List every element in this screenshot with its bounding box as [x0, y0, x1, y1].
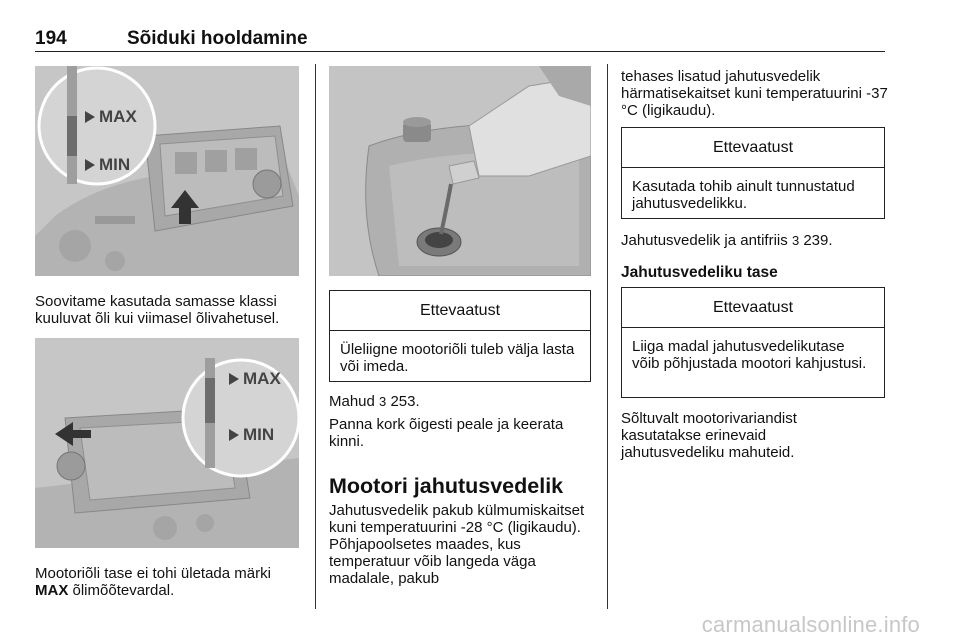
- coolant-ref-page-link[interactable]: 239.: [803, 232, 833, 249]
- dipstick-max-label: MAX: [99, 107, 137, 126]
- caution-text-2: Liiga madal jahutusvedelikutase võib põhjustada mootori kahjustusi.: [632, 338, 867, 372]
- page-title: Sõiduki hooldamine: [127, 28, 308, 49]
- dipstick-min-label-2: MIN: [243, 425, 275, 444]
- capacity-reference: [329, 393, 591, 410]
- coolant-body: Jahutusvedelik pakub külmumiskaitset kuni temperatuurini -28 °C (ligikaudu). Põhjapoolsetes maades, kus temperatuur võib langeda väga madalale, pakub: [329, 502, 585, 587]
- dipstick-max-label-2: MAX: [243, 369, 281, 388]
- page-reference-icon: 3: [379, 394, 387, 409]
- section-heading-coolant: Mootori jahutusvedelik: [329, 474, 564, 498]
- coolant-variant-text: Sõltuvalt mootorivariandist kasutatakse erinevaid jahutusvedeliku mahuteid.: [621, 410, 797, 461]
- capacity-page-link[interactable]: 253.: [390, 393, 420, 410]
- caption-oil-level-end: õlimõõtevardal.: [68, 582, 175, 599]
- caption-oil-recommendation: Soovitame kasutada samasse klassi kuuluvat õli kui viimasel õlivahetusel.: [35, 293, 280, 327]
- engine-dipstick-figure-1: [35, 66, 299, 276]
- coolant-ref-text: Jahutusvedelik ja antifriis: [621, 232, 788, 249]
- caution-box-approved-coolant: [621, 127, 885, 219]
- coolant-body-continued: tehases lisatud jahutusvedelik härmatisekaitset kuni temperatuurini -37 °C (ligikaudu).: [621, 68, 888, 119]
- oil-filling-illustration: [329, 66, 591, 276]
- caution-text: Üleliigne mootoriõli tuleb välja lasta või imeda.: [340, 341, 575, 375]
- engine-illustration: [35, 66, 299, 276]
- caption-oil-level: [35, 565, 307, 599]
- page-header: [35, 26, 885, 52]
- page-reference-icon-2: 3: [791, 233, 800, 248]
- engine-dipstick-figure-2: [35, 338, 299, 548]
- dipstick-min-label: MIN: [99, 155, 131, 174]
- coolant-reference: [621, 232, 885, 249]
- caution-box-low-coolant: [621, 287, 885, 398]
- min-pointer-icon: [85, 159, 95, 171]
- caution-title-2: Ettevaatust: [622, 288, 884, 328]
- page-number: 194: [35, 28, 67, 49]
- caution-title: Ettevaatust: [330, 291, 590, 331]
- cap-instruction: Panna kork õigesti peale ja keerata kinni.: [329, 416, 564, 450]
- max-pointer-icon: [85, 111, 95, 123]
- min-pointer-icon-2: [229, 429, 239, 441]
- subheading-coolant-level: Jahutusvedeliku tase: [621, 264, 778, 281]
- column-separator-left: [315, 64, 316, 609]
- capacity-text: Mahud: [329, 393, 375, 410]
- max-pointer-icon-2: [229, 373, 239, 385]
- caption-oil-level-max: MAX: [35, 582, 69, 599]
- oil-filling-figure: [329, 66, 591, 276]
- caution-text-1: Kasutada tohib ainult tunnustatud jahutusvedelikku.: [632, 178, 855, 212]
- caution-box-excess-oil: [329, 290, 591, 382]
- watermark: carmanualsonline.info: [701, 612, 920, 637]
- caption-oil-level-start: Mootoriõli tase ei tohi ületada märki: [35, 565, 271, 582]
- column-separator-right: [607, 64, 608, 609]
- caution-title-1: Ettevaatust: [622, 128, 884, 168]
